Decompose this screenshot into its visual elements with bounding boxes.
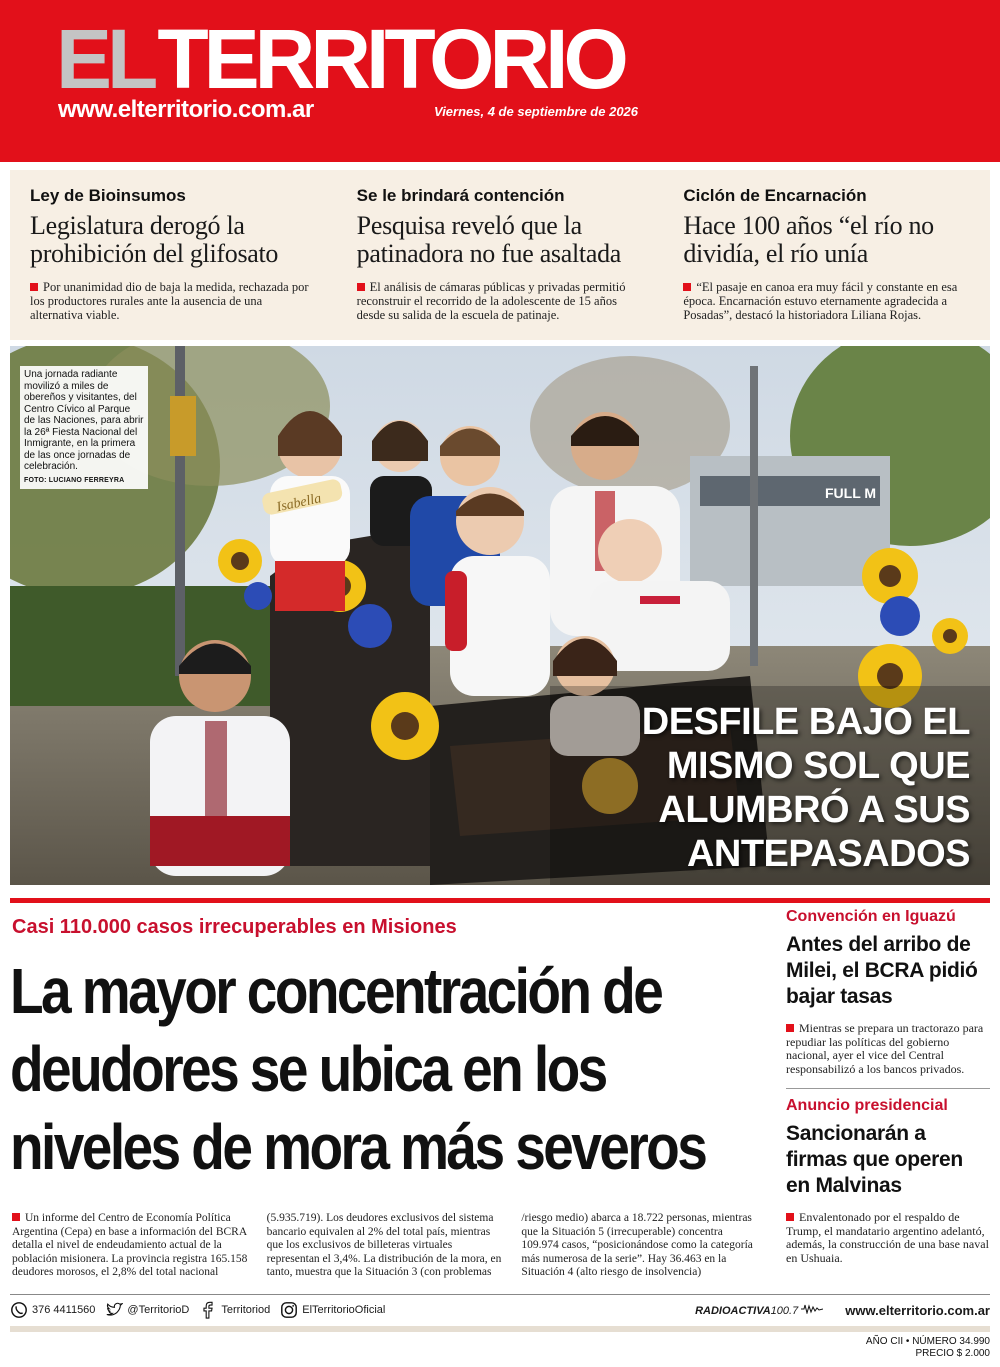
twitter-icon xyxy=(105,1301,123,1319)
instagram-link[interactable]: ElTerritorioOficial xyxy=(280,1301,385,1319)
teaser-summary: Por unanimidad dio de baja la medida, rechazada por los productores rurales ante la ausencia de una alternativa viable. xyxy=(30,280,309,322)
facebook-icon xyxy=(199,1301,217,1319)
teaser-glifosato[interactable] xyxy=(10,170,337,340)
bullet-icon xyxy=(357,283,365,291)
main-body-col-2: (5.935.719). Los deudores exclusivos del sistema bancario equivalen al 2% del total país, mientras que los exclusivos de billeteras virtuales representan el 3,4%. La distribución de la mora, en tanto, muestra que la Situación 3 (con problemas xyxy=(266,1212,502,1278)
section-divider xyxy=(10,898,990,903)
top-teasers xyxy=(10,170,990,340)
logo-territorio: TERRITORIO xyxy=(157,12,624,106)
instagram-icon xyxy=(280,1301,298,1319)
radio-brand[interactable]: RADIOACTIVA100.7 xyxy=(695,1304,823,1317)
masthead xyxy=(0,0,1000,162)
sidebar xyxy=(786,908,990,1265)
facebook-link[interactable]: Territoriod xyxy=(199,1301,270,1319)
teaser-ciclon[interactable] xyxy=(663,170,990,340)
store-sign: FULL M xyxy=(825,485,877,501)
sidebar-headline[interactable]: Antes del arribo de Milei, el BCRA pidió bajar tasas xyxy=(786,933,978,1008)
teaser-headline[interactable]: Hace 100 años “el río no dividía, el río unía xyxy=(683,211,934,268)
teaser-kicker: Ciclón de Encarnación xyxy=(683,186,867,205)
main-body-col-1: Un informe del Centro de Economía Política Argentina (Cepa) en base a información del BCRA detalla el nivel de endeudamiento actual de la población misionera. La provincia registra 165.158 deudores morosos, el 2,8% del total nacional xyxy=(12,1212,248,1278)
sidebar-headline[interactable]: Sancionarán a firmas que operen en Malvinas xyxy=(786,1122,963,1197)
price: PRECIO $ 2.000 xyxy=(915,1348,990,1359)
whatsapp-icon xyxy=(10,1301,28,1319)
footer xyxy=(10,1298,990,1322)
teaser-kicker: Se le brindará contención xyxy=(356,186,565,205)
divider xyxy=(786,1088,990,1089)
teaser-patinadora[interactable] xyxy=(337,170,664,340)
teaser-headline[interactable]: Pesquisa reveló que la patinadora no fue asaltada xyxy=(356,211,622,268)
main-headline[interactable]: La mayor concentración de deudores se ubica en los niveles de mora más severos xyxy=(10,955,706,1183)
teaser-kicker: Ley de Bioinsumos xyxy=(30,186,186,205)
teaser-summary: “El pasaje en canoa era muy fácil y constante en esa época. Encarnación estuvo eternamente agradecida a Posadas”, destacó la historiadora Liliana Rojas. xyxy=(683,280,958,322)
sidebar-kicker: Anuncio presidencial xyxy=(786,1097,948,1114)
photo-overlay-title[interactable]: DESFILE BAJO EL MISMO SOL QUE ALUMBRÓ A SUS ANTEPASADOS xyxy=(641,701,970,875)
teaser-summary: El análisis de cámaras públicas y privadas permitió reconstruir el recorrido de la adolescente de 15 años desde su salida de la escuela de patinaje. xyxy=(356,280,626,322)
footer-url[interactable]: www.elterritorio.com.ar xyxy=(845,1302,990,1318)
main-body xyxy=(12,1212,760,1280)
edition-date: Viernes, 4 de septiembre de 2026 xyxy=(434,104,639,119)
photo-caption: Una jornada radiante movilizó a miles de obereños y visitantes, del Centro Cívico al Parque de las Naciones, para abrir la 26ª Fiesta Nacional del Inmigrante, en la primera de las once jornadas de celebración. FOTO: LUCIANO FERREYRA xyxy=(20,366,148,489)
bullet-icon xyxy=(30,283,38,291)
sidebar-summary: Mientras se prepara un tractorazo para repudiar las políticas del gobierno nacional, ayer el vice del Central responsabilizó a los bancos privados. xyxy=(786,1021,984,1076)
bullet-icon xyxy=(786,1213,794,1221)
sidebar-story-bcra[interactable] xyxy=(786,908,990,1076)
sidebar-kicker: Convención en Iguazú xyxy=(786,908,956,925)
footer-divider xyxy=(10,1294,990,1295)
photo-credit: FOTO: LUCIANO FERREYRA xyxy=(24,476,125,484)
soundwave-icon xyxy=(801,1304,823,1314)
logo-el: EL xyxy=(56,12,154,106)
twitter-link[interactable]: @TerritorioD xyxy=(105,1301,189,1319)
site-url[interactable]: www.elterritorio.com.ar xyxy=(58,96,314,123)
whatsapp-link[interactable]: 376 4411560 xyxy=(10,1301,95,1319)
issue-info xyxy=(866,1336,990,1360)
bullet-icon xyxy=(786,1024,794,1032)
teaser-headline[interactable]: Legislatura derogó la prohibición del glifosato xyxy=(30,211,279,268)
bullet-icon xyxy=(683,283,691,291)
issue-number: AÑO CII • NÚMERO 34.990 xyxy=(865,1336,990,1347)
newspaper-logo[interactable] xyxy=(56,14,624,104)
footer-band xyxy=(10,1326,990,1332)
sash-text: Isabella xyxy=(275,491,323,516)
main-kicker: Casi 110.000 casos irrecuperables en Misiones xyxy=(12,916,457,938)
sidebar-story-malvinas[interactable] xyxy=(786,1097,990,1265)
sidebar-summary: Envalentonado por el respaldo de Trump, el mandatario argentino adelantó, además, la construcción de una base naval en Ushuaia. xyxy=(786,1210,989,1265)
main-body-col-3: /riesgo medio) abarca a 18.722 personas, mientras que la Situación 5 (irrecuperable) concentra 109.974 casos, “posicionándose como la categoría más numerosa de la serie”. Hay 36.463 en la Situación 4 (alto riesgo de insolvencia) xyxy=(521,1212,753,1278)
bullet-icon xyxy=(12,1213,20,1221)
